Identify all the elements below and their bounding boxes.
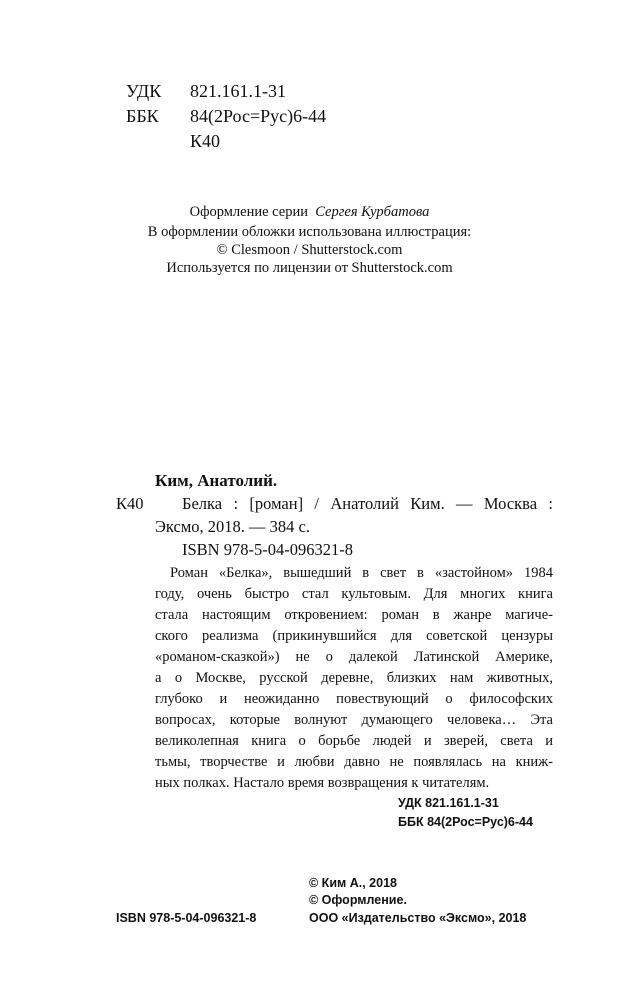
annotation-line: ского реализма (прикинувшийся для советской цензуры xyxy=(155,628,553,644)
udk-label: УДК xyxy=(126,81,162,101)
copyright-design: © Оформление. xyxy=(309,893,407,907)
card-udk-footer: УДК 821.161.1-31 xyxy=(398,796,499,810)
author-heading: Ким, Анатолий. xyxy=(155,471,278,490)
series-designer-name: Сергея Курбатова xyxy=(315,204,430,220)
bbk-code: 84(2Рос=Рус)6-44 xyxy=(190,106,327,126)
annotation-line: глубоко и неожиданно повествующий о философских xyxy=(155,691,553,707)
annotation-line: «романом-сказкой») не о далекой Латинской Америке, xyxy=(155,649,553,665)
series-design-credit xyxy=(0,202,619,222)
annotation xyxy=(155,563,553,794)
series-design-prefix: Оформление серии xyxy=(189,204,309,220)
annotation-line: а о Москве, русской деревне, близких нам животных, xyxy=(155,670,553,686)
annotation-line: тьмы, творчестве и любви давно не появлялась на книж- xyxy=(155,754,553,770)
footer-isbn: ISBN 978-5-04-096321-8 xyxy=(116,911,257,925)
card-bbk-footer: ББК 84(2Рос=Рус)6-44 xyxy=(398,815,533,829)
annotation-line: великолепная книга о борьбе людей и зверей, света и xyxy=(155,733,553,749)
title-line-1: Белка : [роман] / Анатолий Ким. — Москва : xyxy=(182,494,553,513)
publisher-copyright: ООО «Издательство «Эксмо», 2018 xyxy=(309,911,527,925)
cover-credit: © Clesmoon / Shutterstock.com xyxy=(216,242,403,258)
annotation-line: ных полках. Настало время возвращения к читателям. xyxy=(155,775,490,791)
card-isbn: ISBN 978-5-04-096321-8 xyxy=(182,540,353,559)
cover-illustration-line: В оформлении обложки использована иллюстрация: xyxy=(147,224,472,240)
author-mark: К40 xyxy=(190,131,221,151)
annotation-line: стала настоящим откровением: роман в жанре магиче- xyxy=(155,607,553,623)
title-line-2: Эксмо, 2018. — 384 с. xyxy=(155,517,310,536)
annotation-line: году, очень быстро стал культовым. Для многих книга xyxy=(155,586,553,602)
annotation-line: вопросах, которые волнуют думающего человека… Эта xyxy=(155,712,553,728)
license-line: Используется по лицензии от Shutterstock.com xyxy=(166,260,453,276)
annotation-line: Роман «Белка», вышедший в свет в «застойном» 1984 xyxy=(170,565,553,581)
udk-code: 821.161.1-31 xyxy=(190,81,286,101)
bbk-label: ББК xyxy=(126,106,159,126)
copyright-author: © Ким А., 2018 xyxy=(309,876,397,890)
card-mark: К40 xyxy=(116,494,144,513)
